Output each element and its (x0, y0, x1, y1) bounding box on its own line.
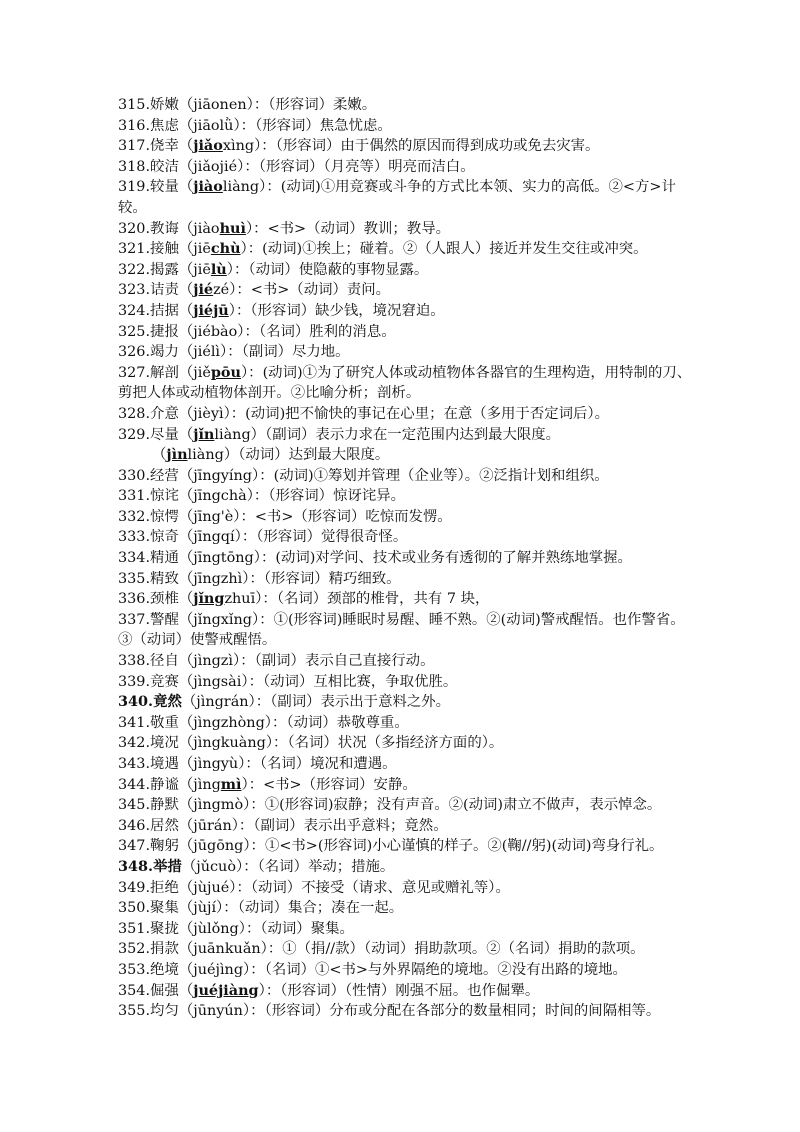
entry-number: 322. (118, 261, 151, 278)
entry-number: 343. (118, 756, 151, 772)
entry-definition: ：（形容词）由于偶然的原因而得到成功或免去灾害。 (261, 138, 600, 155)
pinyin-text: liàng (214, 426, 251, 443)
vocab-entry (118, 177, 693, 218)
entry-term: 举措 (153, 857, 182, 875)
entry-definition: ：(动词)①用竞赛或斗争的方式比本领、实力的高低。②<方>计较。 (118, 179, 676, 216)
entry-pinyin: （jūrán） (178, 817, 239, 834)
entry-term: 敬重 (150, 714, 179, 731)
entry-definition: ：(动词)①筹划并管理（企业等）。②泛指计划和组织。 (259, 467, 609, 484)
pinyin-text: jièyì (193, 405, 224, 422)
entry-number: 342. (118, 735, 151, 752)
pinyin-emphasis: mì (220, 775, 242, 793)
entry-definition: ：(动词)①为了研究人体或动植物体各器官的生理构造，用特制的刀、剪把人体或动植物体剖开。②比喻分析；剖析。 (118, 364, 692, 402)
entry-definition: ：①（捐//款）（动词）捐助款项。②（名词）捐助的款项。 (267, 941, 645, 958)
entry-number: 333. (118, 529, 151, 546)
pinyin-emphasis: jǐng (193, 590, 225, 608)
entry-term: 静默 (150, 797, 179, 814)
vocab-entry (118, 466, 693, 487)
entry-number: 347. (118, 838, 151, 855)
vocab-entry (118, 342, 693, 363)
pinyin-emphasis: jìn (166, 446, 188, 464)
entry-definition: ：（形容词）焦急忧虑。 (240, 117, 392, 134)
entry-pinyin: （jiézé） (178, 281, 237, 299)
entry-term: 竟然 (153, 693, 182, 711)
entry-term: 拒绝 (150, 879, 179, 896)
entry-pinyin: （jīngzhì） (178, 570, 250, 587)
entry-pinyin: （jìngzì） (178, 653, 241, 670)
pinyin-text: jiě (193, 364, 211, 381)
pinyin-text: xìng (222, 138, 255, 155)
pinyin-text: jǐngxǐng (193, 611, 252, 628)
entry-term: 颈椎 (150, 591, 179, 608)
entry-number: 320. (118, 220, 151, 237)
entry-number: 348. (118, 857, 154, 875)
entry-term: 居然 (150, 817, 179, 834)
vocab-entry (118, 425, 693, 446)
entry-number: 324. (118, 302, 151, 319)
entry-term: 介意 (150, 405, 179, 422)
vocab-entry (118, 672, 693, 693)
entry-term: 尽量 (150, 426, 179, 443)
entry-pinyin: （jīngtōng） (178, 550, 261, 567)
entry-pinyin: （jīngyíng） (178, 467, 260, 484)
entry-pinyin: （jìnliàng） (152, 446, 239, 464)
entry-pinyin: （jiàoliàng） (178, 178, 267, 196)
entry-number: 326. (118, 344, 151, 361)
entry-definition: ：（副词）表示出乎意料；竟然。 (238, 817, 448, 834)
entry-number: 352. (118, 941, 151, 958)
entry-pinyin: （jīngchà） (178, 488, 254, 505)
vocab-entry (118, 507, 693, 528)
pinyin-emphasis: huì (219, 219, 246, 237)
vocab-entry (118, 157, 693, 178)
entry-pinyin: （juéjìng） (178, 961, 251, 978)
entry-number: 354. (118, 982, 151, 999)
pinyin-text: jǔcuò (196, 858, 236, 875)
pinyin-emphasis: jiéjū (193, 301, 229, 319)
pinyin-emphasis: jǐn (193, 425, 215, 443)
entry-number: 319. (118, 179, 151, 196)
vocab-entry (118, 898, 693, 919)
pinyin-text: jīngqí (193, 529, 235, 546)
entry-definition: ：（形容词）惊讶诧异。 (253, 488, 406, 505)
entry-number: 346. (118, 817, 151, 834)
entry-number: 338. (118, 653, 151, 670)
entry-term: 惊诧 (150, 488, 179, 505)
entry-number: 328. (118, 405, 151, 422)
entry-term: 境况 (150, 735, 179, 752)
entry-term: 惊愕 (150, 508, 179, 525)
entry-definition: ：<书>（动词）责问。 (236, 282, 391, 299)
entry-pinyin: （jiélì） (178, 344, 228, 361)
vocab-entry (118, 733, 693, 754)
entry-definition: ：（动词）不接受（请求、意见或赠礼等）。 (236, 879, 510, 896)
entry-number: 316. (118, 117, 151, 134)
entry-number: 355. (118, 1003, 151, 1020)
entry-term: 较量 (150, 179, 179, 196)
pinyin-emphasis: jiào (193, 178, 223, 196)
entry-number: 334. (118, 550, 151, 567)
entry-pinyin: （jìngsài） (178, 673, 249, 690)
entry-definition: ：（形容词）分布或分配在各部分的数量相同；时间的间隔相等。 (250, 1003, 661, 1020)
entry-pinyin: （jūgōng） (178, 838, 251, 855)
entry-term: 均匀 (150, 1003, 179, 1020)
entry-term: 静谧 (150, 776, 179, 793)
entry-term: 精致 (150, 570, 179, 587)
entry-term: 解剖 (150, 364, 179, 381)
pinyin-text: jīngtōng (193, 550, 254, 567)
entry-number: 345. (118, 797, 151, 814)
entry-number: 332. (118, 508, 151, 525)
entry-definition: ：（形容词）柔嫩。 (253, 97, 377, 113)
entry-definition: ：（形容词）精巧细致。 (249, 570, 401, 587)
entry-term: 绝境 (150, 961, 179, 978)
pinyin-text: jīngyíng (193, 467, 253, 484)
vocab-entry (118, 527, 693, 548)
pinyin-text: jīngchà (193, 488, 247, 505)
vocab-entry (118, 116, 693, 137)
vocab-entry (118, 486, 693, 507)
entry-pinyin: （jǐngzhuī） (178, 590, 263, 608)
entry-pinyin: （jìngyù） (178, 756, 246, 772)
vocab-entry (118, 919, 693, 940)
entry-number: 327. (118, 364, 151, 381)
pinyin-emphasis: chù (210, 240, 241, 258)
entry-term: 鞠躬 (150, 838, 179, 855)
entry-term: 倔强 (150, 982, 179, 999)
entry-definition: ：(动词)①挨上；碰着。②（人跟人）接近并发生交往或冲突。 (247, 241, 648, 258)
pinyin-text: jìngyù (193, 756, 239, 772)
entry-definition: ：（动词）聚集。 (245, 920, 354, 937)
vocab-entry (118, 795, 693, 816)
vocab-entry (118, 836, 693, 857)
entry-pinyin: （jiǎoxìng） (178, 137, 262, 155)
vocab-entry (118, 939, 693, 960)
entry-number: 340. (118, 693, 154, 711)
pinyin-text: jìng (193, 776, 221, 793)
pinyin-text: jùjué (193, 879, 230, 896)
entry-term: 聚集 (150, 900, 179, 917)
entry-pinyin: （jūnyún） (178, 1003, 251, 1020)
pinyin-text: jiébào (193, 323, 238, 340)
pinyin-text: zhuī (224, 591, 256, 608)
entry-pinyin: （jiéjū） (178, 301, 236, 319)
pinyin-text: jiélì (193, 344, 221, 361)
pinyin-text: jìngzì (193, 653, 233, 670)
pinyin-text: jiǎojié (193, 158, 238, 175)
pinyin-emphasis: jiǎo (193, 137, 223, 155)
entry-definition: ：<书>（形容词）吃惊而发愣。 (240, 508, 452, 525)
vocab-entry (118, 322, 693, 343)
vocab-entry (118, 260, 693, 281)
entry-term: 捷报 (150, 323, 179, 340)
entry-pinyin: （jǐngxǐng） (178, 611, 260, 628)
entry-definition: ：（名词）①<书>与外界隔绝的境地。②没有出路的境地。 (250, 961, 627, 978)
vocab-entry (118, 816, 693, 837)
entry-definition: ：(动词)把不愉快的事记在心里；在意（多用于否定词后）。 (230, 405, 609, 422)
entry-definition: ：（名词）境况和遭遇。 (245, 756, 397, 772)
vocab-entry (118, 589, 693, 610)
entry-number: 315. (118, 97, 151, 113)
entry-term: 娇嫩 (150, 97, 179, 113)
entry-number: 325. (118, 323, 151, 340)
entry-term: 拮据 (150, 302, 179, 319)
entry-number: 349. (118, 879, 151, 896)
entry-definition: ：（名词）颈部的椎骨，共有 7 块， (262, 591, 490, 608)
entry-definition: ：（副词）表示出于意料之外。 (255, 694, 451, 711)
entry-number: 317. (118, 138, 151, 155)
entry-term: 竭力 (150, 344, 179, 361)
pinyin-text: jiāolǜ (193, 117, 234, 134)
entry-number: 353. (118, 961, 151, 978)
entry-definition: ：（动词）互相比赛，争取优胜。 (248, 673, 458, 690)
entry-pinyin: （jiāonen） (178, 97, 254, 113)
pinyin-text: jīngzhì (193, 570, 243, 587)
entry-pinyin: （jùjí） (178, 900, 224, 917)
pinyin-text: jiē (193, 241, 211, 258)
entry-pinyin: （jìngrán） (181, 694, 256, 711)
entry-number: 335. (118, 570, 151, 587)
entry-pinyin: （jìngzhòng） (178, 714, 272, 731)
entry-definition: ：<书>（动词）教训；教导。 (253, 220, 450, 237)
pinyin-text: jūgōng (193, 838, 244, 855)
entry-pinyin: （jīngqí） (178, 529, 242, 546)
entry-pinyin: （juānkuǎn） (178, 941, 268, 958)
entry-term: 径自 (150, 653, 179, 670)
pinyin-text: juéjìng (193, 961, 244, 978)
vocab-entry (118, 239, 693, 260)
vocab-entry (118, 548, 693, 569)
entry-definition: ：（动词）使隐蔽的事物显露。 (233, 261, 429, 278)
pinyin-text: liàng (187, 447, 224, 464)
pinyin-emphasis: pōu (210, 363, 241, 381)
entry-pinyin: （jiēlù） (178, 260, 234, 278)
entry-number: 321. (118, 241, 151, 258)
entry-number: 351. (118, 920, 151, 937)
entry-pinyin: （jǔcuò） (181, 858, 244, 875)
pinyin-emphasis: lù (210, 260, 227, 278)
entry-definition: ：（名词）举动；措施。 (243, 858, 395, 875)
entry-definition: ：（动词）集合；凑在一起。 (223, 900, 404, 917)
vocab-entry (118, 95, 693, 116)
entry-number: 331. (118, 488, 151, 505)
pinyin-text: jùjí (193, 900, 217, 917)
vocab-entry (118, 651, 693, 672)
entry-definition: ：①(形容词)寂静；没有声音。②(动词)肃立不做声，表示悼念。 (250, 797, 662, 814)
pinyin-text: jìngmò (193, 797, 244, 814)
pinyin-text: jūrán (193, 817, 232, 834)
entry-definition: ：（形容词）（月亮等）明亮而洁白。 (244, 158, 475, 175)
entry-definition: ：（副词）尽力地。 (227, 344, 350, 361)
entry-term: 警醒 (150, 611, 179, 628)
entry-pinyin: （jìngkuàng） (178, 735, 274, 752)
pinyin-text: jiāonen (193, 97, 247, 113)
entry-number: 350. (118, 900, 151, 917)
entry-term: 惊奇 (150, 529, 179, 546)
vocab-entry (118, 713, 693, 734)
entry-number: 336. (118, 591, 151, 608)
entry-pinyin: （jìngmì） (178, 775, 249, 793)
entry-number: 341. (118, 714, 151, 731)
entry-number: 318. (118, 158, 151, 175)
vocab-entry (118, 363, 693, 404)
entry-definition: ：（名词）胜利的消息。 (244, 323, 396, 340)
pinyin-text: jiào (193, 220, 220, 237)
entry-term: 皎洁 (150, 158, 179, 175)
entry-number: 339. (118, 673, 151, 690)
pinyin-text: jīng'è (193, 508, 234, 525)
pinyin-text: jìngzhòng (193, 714, 265, 731)
pinyin-text: jìngsài (193, 673, 242, 690)
pinyin-emphasis: juéjiàng (193, 981, 259, 999)
entry-definition: （动词）达到最大限度。 (238, 447, 390, 464)
vocab-entry (118, 136, 693, 157)
entry-pinyin: （jìngmò） (178, 797, 251, 814)
entry-term: 接触 (150, 241, 179, 258)
entry-definition: ：(动词)对学问、技术或业务有透彻的了解并熟练地掌握。 (260, 550, 632, 567)
vocab-entry (118, 775, 693, 796)
vocab-entry (118, 1001, 693, 1022)
entry-definition: ：（形容词）缺少钱，境况窘迫。 (235, 302, 445, 319)
vocab-entry (118, 692, 693, 713)
entry-definition: ：（名词）状况（多指经济方面的）。 (273, 735, 504, 752)
entry-definition: （副词）表示力求在一定范围内达到最大限度。 (265, 426, 561, 443)
entry-number: 329. (118, 426, 151, 443)
entry-term: 经营 (150, 467, 179, 484)
entry-number: 344. (118, 776, 151, 793)
entry-pinyin: （jiébào） (178, 323, 245, 340)
vocab-entry (118, 610, 693, 651)
entry-definition: ：（形容词）（性情）刚强不屈。也作倔犟。 (265, 982, 540, 999)
entry-pinyin: （jiēchù） (178, 240, 248, 258)
vocab-entry (118, 219, 693, 240)
entry-term: 揭露 (150, 261, 179, 278)
vocab-entry (118, 569, 693, 590)
entry-term: 聚拢 (150, 920, 179, 937)
entry-pinyin: （juéjiàng） (178, 981, 266, 999)
entry-definition: ：<书>（形容词）安静。 (248, 776, 417, 793)
pinyin-text: jìngkuàng (193, 735, 266, 752)
entry-term: 捐款 (150, 941, 179, 958)
entry-pinyin: （jiāolǜ） (178, 117, 241, 134)
entry-term: 诘责 (150, 282, 179, 299)
vocab-entry (118, 857, 693, 878)
entry-term: 境遇 (150, 756, 179, 772)
vocab-entry (118, 878, 693, 899)
entry-pinyin: （jùlǒng） (178, 920, 246, 937)
pinyin-text: zé (213, 282, 230, 299)
vocab-entry (118, 445, 693, 466)
pinyin-text: jūnyún (193, 1003, 243, 1020)
pinyin-text: juānkuǎn (193, 941, 261, 958)
entry-number: 337. (118, 611, 151, 628)
vocab-entry (118, 960, 693, 981)
entry-pinyin: （jǐnliàng） (178, 425, 266, 443)
entry-pinyin: （jīng'è） (178, 508, 241, 525)
entry-term: 焦虑 (150, 117, 179, 134)
pinyin-text: jùlǒng (193, 920, 239, 937)
pinyin-text: jiē (193, 261, 211, 278)
entry-term: 竞赛 (150, 673, 179, 690)
pinyin-text: jìngrán (196, 694, 249, 711)
entry-definition: ：（形容词）觉得很奇怪。 (241, 529, 408, 546)
vocab-entry (118, 981, 693, 1002)
entry-pinyin: （jiǎojié） (178, 158, 245, 175)
vocab-entry (118, 280, 693, 301)
entry-term: 教诲 (150, 220, 179, 237)
entry-definition: ：①(形容词)睡眠时易醒、睡不熟。②(动词)警戒醒悟。也作警省。③（动词）使警戒醒悟。 (118, 611, 685, 649)
entry-pinyin: （jùjué） (178, 879, 237, 896)
vocab-entry (118, 404, 693, 425)
entry-definition: ：（动词）恭敬尊重。 (272, 714, 409, 731)
pinyin-text: liàng (222, 179, 260, 196)
entry-definition: ：①<书>(形容词)小心谨慎的样子。②(鞠//躬)(动词)弯身行礼。 (250, 838, 664, 855)
entry-term: 侥幸 (150, 138, 179, 155)
vocabulary-list (118, 95, 693, 1022)
vocab-entry (118, 754, 693, 775)
entry-pinyin: （jiěpōu） (178, 363, 249, 381)
entry-term: 精通 (150, 550, 179, 567)
vocab-entry (118, 301, 693, 322)
entry-pinyin: （jiàohuì） (178, 219, 254, 237)
entry-definition: ：（副词）表示自己直接行动。 (240, 653, 435, 670)
entry-pinyin: （jièyì） (178, 405, 231, 422)
entry-number: 330. (118, 467, 151, 484)
entry-number: 323. (118, 282, 151, 299)
pinyin-emphasis: jié (193, 281, 214, 299)
